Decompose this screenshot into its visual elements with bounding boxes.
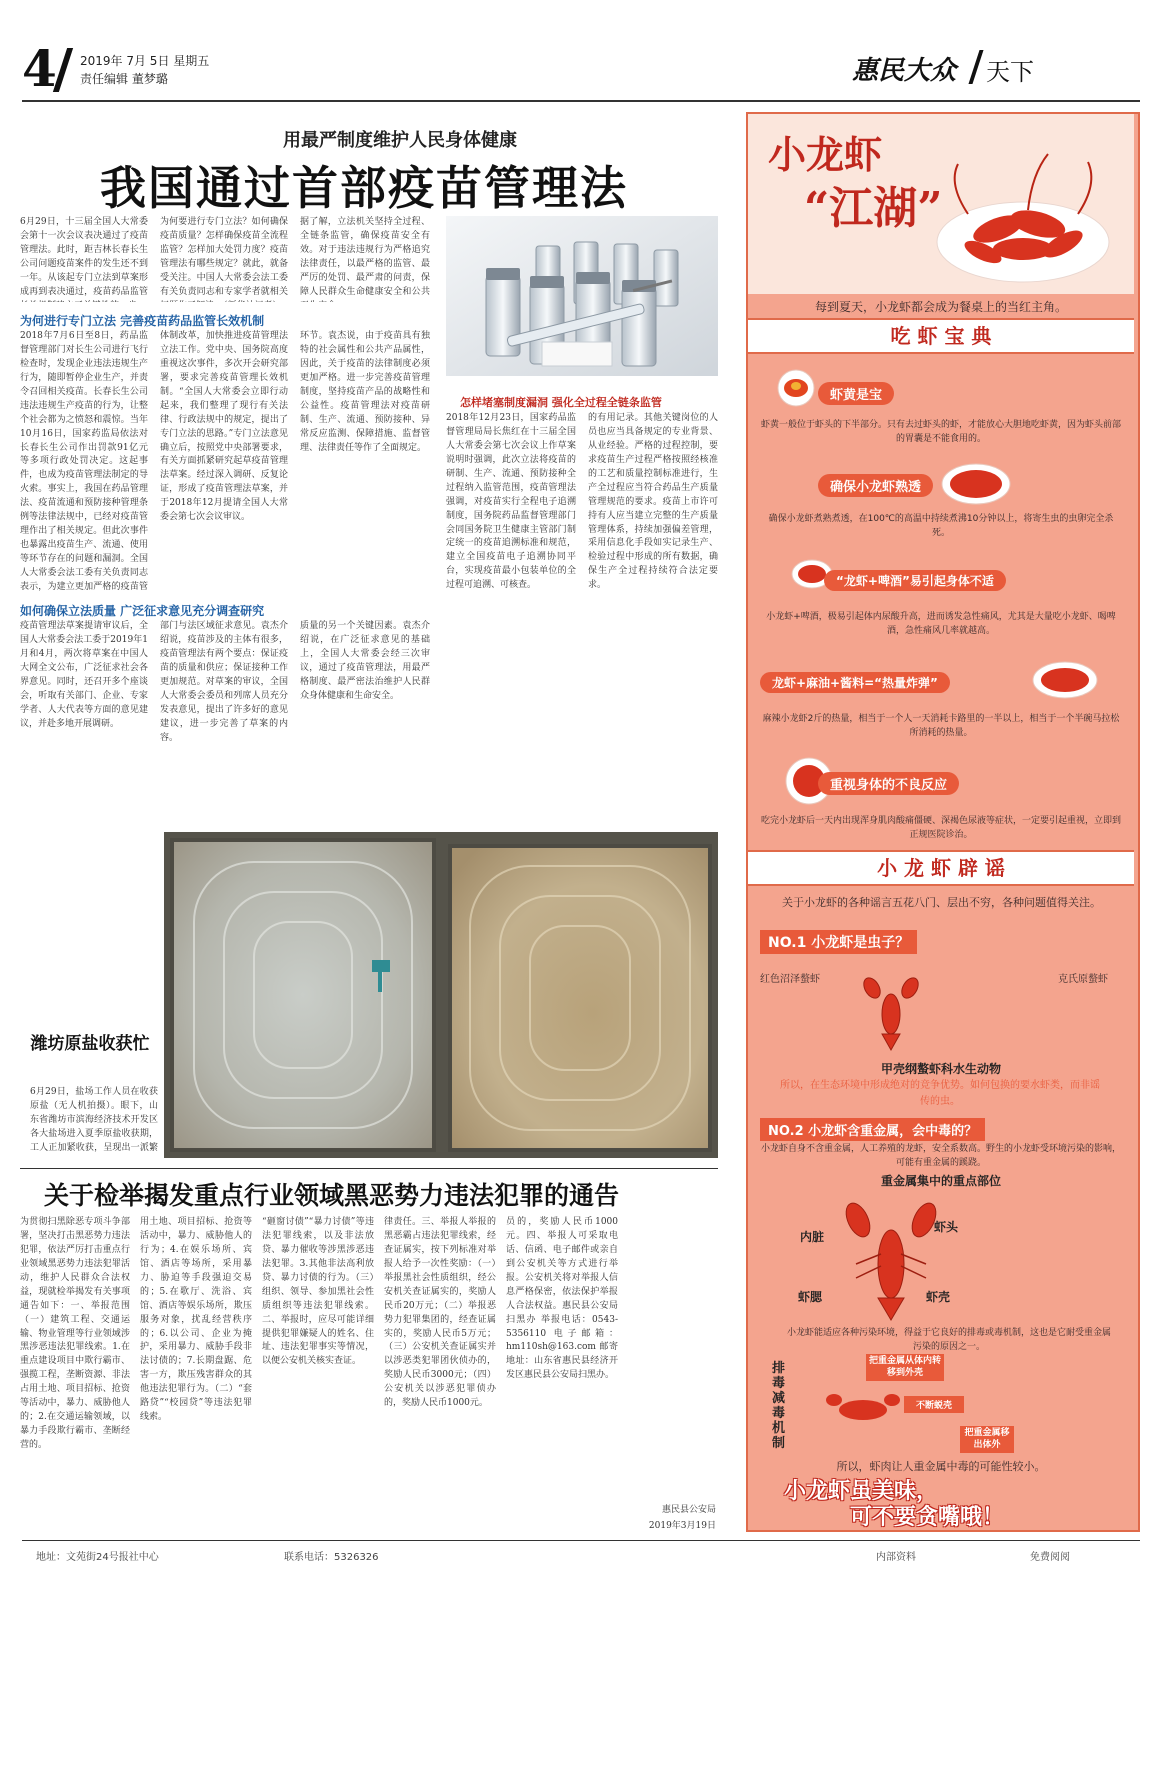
- section1-col-1: 2018年7月6日至8日，药品监督管理部门对长生公司进行飞行检查时，发现企业违法违规生产行为，随即暂停企业生产，并责令召回相关疫苗。长春长生公司违法违规生产疫苗的行为，让整个社会都为之愤怒和震惊。当年10月16日，国家药监局依法对长春长生公司作出罚款91亿元等多项行政处罚决定。这起事件，也成为疫苗管理法制定的导火索。事实上，我国在药品管理法、疫苗流通和预防接种管理条例等法律法规中，已经对疫苗管理作出了相关规定。但此次事件也暴露出疫苗生产、流通、使用等环节存在的问题和漏洞。全国人大常委会法工委有关负责同志表示，为建立更加严格的疫苗管: [20, 331, 148, 592]
- part-label-shell: 虾壳: [926, 1290, 951, 1304]
- tip-1-image: [768, 364, 824, 408]
- section2-col-2: 部门与法区域征求意见。袁杰介绍说，疫苗涉及的主体有很多，疫苗管理法有两个要点：保证疫苗的质量和供应；保证接种工作更加规范。对草案的审议，全国人大常委会委员和列席人员充分发表意见，提出了许多好的意见建议，进一步完善了草案的内容。: [160, 621, 288, 743]
- detox-step-1: 把重金属从体内转移到外壳: [866, 1354, 944, 1381]
- section2-col-3: 质量的另一个关键因素。袁杰介绍说，在广泛征求意见的基础上，全国人大常委会经三次审议，通过了疫苗管理法，用最严格制度、最严密法治维护人民群众身体健康和生命安全。: [300, 621, 430, 701]
- tip-2-label: 确保小龙虾熟透: [818, 474, 933, 497]
- rumor-banner: 小 龙 虾 辟 谣: [748, 850, 1134, 886]
- tip-5-text: 吃完小龙虾后一天内出现浑身肌肉酸痛僵硬、深褐色尿液等症状，一定要引起重视，立即到正规医院诊治。: [760, 816, 1121, 841]
- section1-heading: 为何进行专门立法 完善疫苗药品监管长效机制: [20, 314, 265, 328]
- rumor-2-text: 小龙虾自身不含重金属，人工养殖的龙虾，安全系数高。野生的小龙虾受环境污染的影响，可能有重金属的蹊跷。: [760, 1144, 1121, 1169]
- tip-5-label: 重视身体的不良反应: [818, 772, 959, 795]
- lead-intro-col-2: 为何要进行专门立法？如何确保疫苗质量？怎样确保疫苗全流程监管？怎样加大处罚力度？疫苗管理法有哪些规定？就此，就备受关注。中国人大常委会法工委有关负责同志和专家学者就相关: [160, 217, 288, 297]
- section-name: 天下: [986, 58, 1034, 86]
- tips-banner: 吃 虾 宝 典: [748, 318, 1134, 354]
- vaccine-photo: [446, 216, 718, 376]
- section3-col-2: 的有用记录。其他关键岗位的人员也应当具备规定的专业背景、从业经验。严格的过程控制，要求疫苗生产过程严格按照经核准的工艺和质量控制标准进行，生产全过程应当符合药品生产质量管理规范的要求。疫苗上市许可持有人应当建立完整的生产质量管理体系，持续加强偏差管理，采用信息化手段如实记录生产、检验过程中形成的所有数据，确保生产全过程持续符合法定要求。: [588, 413, 718, 591]
- notice-date: 2019年3月19日: [648, 1521, 716, 1531]
- tip-4-image: [1030, 656, 1100, 700]
- photo-caption-heading: 潍坊原盐收获忙: [30, 1034, 150, 1054]
- crayfish-illustration: [858, 974, 924, 1054]
- rumor-1-answer: 甲壳纲螯虾科水生动物: [880, 1062, 1001, 1076]
- part-label-gills: 虾腮: [798, 1290, 823, 1304]
- photo-caption-text: 6月29日，盐场工作人员在收获原盐（无人机拍摄）。眼下，山东省潍坊市滨海经济技术开发区各大盐场进入夏季原盐收获期，工人正加紧收获，呈现出一派繁: [30, 1087, 158, 1153]
- part-label-organs: 内脏: [800, 1230, 825, 1244]
- tip-2-text: 确保小龙虾煮熟煮透，在100℃的高温中持续煮沸10分钟以上，将寄生虫的虫卵完全杀死。: [768, 514, 1114, 539]
- part-note: 小龙虾能适应各种污染环境，得益于它良好的排毒或毒机制，这也是它耐受重金属污染的原因之一。: [786, 1328, 1111, 1353]
- notice-col-2: 用土地、项目招标、抢资等活动中，暴力、威胁他人的行为；4.在娱乐场所、宾馆、酒店等场所，采用暴力、胁迫等手段强迫交易的；5.在歌厅、洗浴、宾馆、酒店等娱乐场所，欺压服务对象，扰乱经营秩序的；6.以公司、企业为掩护，采用暴力、威胁手段非法讨债的；7.长期盘踞、危害一方，欺压残害群众的其他违法犯罪行为。（二）“套路贷”“校园贷”等违法犯罪线索。: [140, 1217, 252, 1423]
- crayfish-hero: [748, 114, 1134, 294]
- section1-col-2: 体制改革，加快推进疫苗管理法立法工作。党中央、国务院高度重视这次事件，多次开会研究部署，要求完善疫苗管理长效机制。“全国人大常委会立即行动起来，我们整理了现行有关法律、行政法规中的规定，提出了专门立法的思路。”专门立法意见确立后，按照党中央部署要求，有关方面抓紧研究起草疫苗管理法草案。经过深入调研、反复论证，形成了疫苗管理法草案，并于2018年12月提请全国人大常委会第七次会议审议。: [160, 331, 288, 523]
- footer-rule: [22, 1540, 1140, 1541]
- panel-title-main: “江湖”: [804, 183, 943, 234]
- crayfish-dish-image: [928, 144, 1118, 294]
- detox-label: 排毒减毒机制: [772, 1361, 786, 1451]
- lead-intro-col-3: 据了解，立法机关坚持全过程、全链条监管，确保疫苗安全有效。对于违法违规行为严格追究法律责任，以最严格的监管、最严厉的处罚、最严肃的问责，保障人民群众生命健康安全和公共: [300, 217, 430, 297]
- issue-date: 2019年 7月 5日 星期五: [80, 54, 210, 68]
- header-rule: [22, 100, 1140, 102]
- section2-heading: 如何确保立法质量 广泛征求意见充分调查研究: [20, 604, 265, 618]
- panel-tagline: 每到夏天，小龙虾都会成为餐桌上的当红主角。: [814, 300, 1067, 314]
- notice-col-4: 律责任。三、举报人举报的黑恶霸占违法犯罪线索，经查证属实，按下列标准对举报人给予一次性奖励：（一）举报黑社会性质组织，经公安机关查证属实的，奖励人民币20万元；（二）举报恶势力犯罪集团的，经查证属实的，奖励人民币5万元；（三）公安机关查证属实并以涉恶类犯罪团伙侦办的，奖励人民币3000元；（四）公安机关以涉恶犯罪侦办的，奖励人民币1000元。: [384, 1217, 496, 1409]
- section1-col-3: 环节。袁杰说，由于疫苗具有独特的社会属性和公共产品属性，因此，关于疫苗的法律制度必须更加严格。进一步完善疫苗管理制度，坚持疫苗产品的战略性和公益性。疫苗管理法对疫苗研制、生产、流通、预防接种、异常反应监测、保障措施、监督管理、法律责任等作了全面规定。: [300, 331, 430, 453]
- detox-step-3: 把重金属移出体外: [960, 1426, 1014, 1453]
- section3-heading: 怎样堵塞制度漏洞 强化全过程全链条监管: [460, 396, 662, 409]
- tip-4-label: 龙虾+麻油+酱料=“热量炸弹”: [760, 672, 950, 693]
- lead-headline: 我国通过首部疫苗管理法: [100, 161, 628, 215]
- brand-slash: [968, 50, 983, 84]
- species-label-right: 克氏原螯虾: [1058, 974, 1108, 985]
- detox-step-2: 不断蜕壳: [904, 1396, 964, 1413]
- section3-col-1: 2018年12月23日，国家药品监督管理局局长焦红在十三届全国人大常委会第七次会议上作草案说明时强调，此次立法将疫苗的研制、生产、流通、预防接种全过程纳入监管范围，疫苗管理法强调，对疫苗实行全程电子追溯制度，国务院药品监督管理部门会同国务院卫生健康主管部门制定统一的疫苗追溯标准和规范，建立全国疫苗电子追溯协同平台，实现疫苗最小包装单位的全过程可追溯、可核查。: [446, 413, 576, 591]
- notice-col-3: “砸窗讨债”“暴力讨债”等违法犯罪线索，以及非法放贷、暴力催收等涉黑涉恶违法犯罪。3.其他非法高利放贷、暴力讨债的行为。（三）组织、领导、参加黑社会性质组织等违法犯罪线索。二、举报时，应尽可能详细提供犯罪嫌疑人的姓名、住址、违法犯罪事实等情况，以便公安机关核实查证。: [262, 1217, 374, 1367]
- notice-signature: 惠民县公安局: [661, 1505, 716, 1515]
- footer-free: 免费阅阅: [1030, 1552, 1070, 1563]
- editor-credit: 责任编辑 董梦璐: [80, 72, 168, 86]
- masthead: [22, 39, 1142, 100]
- notice-top-rule: [20, 1168, 718, 1169]
- footer-internal: 内部资料: [876, 1552, 916, 1563]
- slogan-line-1: 小龙虾虽美味，: [784, 1478, 939, 1504]
- tip-3-label: “龙虾+啤酒”易引起身体不适: [824, 570, 1006, 591]
- footer-phone: 联系电话：5326326: [284, 1552, 379, 1563]
- lead-kicker: 用最严制度维护人民身体健康: [283, 130, 517, 151]
- part-label-head: 虾头: [934, 1220, 959, 1234]
- lead-intro-col-1: 6月29日，十三届全国人大常委会第十一次会议表决通过了疫苗管理法。此时，距吉林长春长生公司问题疫苗案件的发生还不到一年。从该起专门立法到草案形成再到表决通过，疫苗药品监管: [20, 217, 148, 297]
- photo-caption-title: [30, 1032, 150, 1058]
- rumor-2-heading: NO.2 小龙虾含重金属，会中毒的？: [760, 1118, 985, 1141]
- notice-headline: 关于检举揭发重点行业领域黑恶势力违法犯罪的通告: [44, 1181, 620, 1210]
- section2-col-1: 疫苗管理法草案提请审议后，全国人大常委会法工委于2019年1月和4月，两次将草案在中国人大网全文公布，广泛征求社会各界意见。同时，还召开多个座谈会，听取有关部门、企业、专家学者、人大代表等方面的意见建议，并赴多地开展调研。: [20, 621, 148, 729]
- footer-address: 地址：文苑街24号报社中心: [36, 1552, 159, 1563]
- species-label-left: 红色沼泽螯虾: [760, 974, 820, 985]
- rumor-intro: 关于小龙虾的各种谣言五花八门、层出不穷，各种问题值得关注。: [782, 896, 1101, 909]
- tip-1-label: 虾黄是宝: [818, 382, 894, 405]
- salt-field-photo: [164, 832, 718, 1158]
- tip-4-text: 麻辣小龙虾2斤的热量，相当于一个人一天消耗卡路里的一半以上，相当于一个半碗马拉松所消耗的热量。: [762, 714, 1120, 739]
- detox-crayfish-image: [822, 1378, 904, 1438]
- brand-logo: 惠民大众: [852, 56, 957, 86]
- heavy-metal-heading: 重金属集中的重点部位: [880, 1174, 1001, 1188]
- page-number: 4: [22, 39, 57, 98]
- rumor-1-text: 所以，在生态环境中形成绝对的竞争优势。如何包换的要水虾类，而非谣传的虫。: [780, 1080, 1100, 1107]
- notice-col-1: 为贯彻扫黑除恶专项斗争部署，坚决打击黑恶势力违法犯罪，依法严厉打击重点行业领域黑恶势力违法犯罪活动，维护人民群众合法权益，现就检举揭发有关事项通告如下：一、举报范围（一）建筑工程、交通运输、物业管理等行业领域涉黑涉恶违法犯罪线索。1.在重点建设项目中欺行霸市、强揽工程，垄断资源、非法占用土地、项目招标、抢资等活动中，暴力、威胁他人的；2.在交通运输领域，以暴力手段欺行霸市、垄断经营的。: [20, 1217, 130, 1450]
- tip-1-text: 虾黄一般位于虾头的下半部分。只有去过虾头的虾，才能放心大胆地吃虾黄，因为虾头前部的胃囊是不能食用的。: [760, 420, 1121, 445]
- notice-col-5: 员的，奖励人民币1000元。四、举报人可采取电话、信函、电子邮件或亲自到公安机关等方式进行举报。公安机关将对举报人信息严格保密，依法保护举报人合法权益。惠民县公安局扫黑办 举报电话：0543-5356110 电子邮箱：hm110sh@163.com 邮寄地址：山东省惠民县经济开发区惠民县公安局扫黑办。: [506, 1217, 618, 1381]
- tip-3-text: 小龙虾+啤酒，极易引起体内尿酸升高，进而诱发急性痛风，尤其是大量吃小龙虾、喝啤酒，急性痛风几率就越高。: [766, 612, 1116, 637]
- slogan-line-2: 可不要贪嘴哦！: [850, 1504, 1005, 1530]
- rumor-1-heading: NO.1 小龙虾是虫子？: [760, 930, 917, 954]
- conclusion-text: 所以，虾肉让人重金属中毒的可能性较小。: [836, 1460, 1046, 1473]
- tip-2-image: [940, 458, 1012, 506]
- panel-title-top: 小龙虾: [768, 132, 883, 177]
